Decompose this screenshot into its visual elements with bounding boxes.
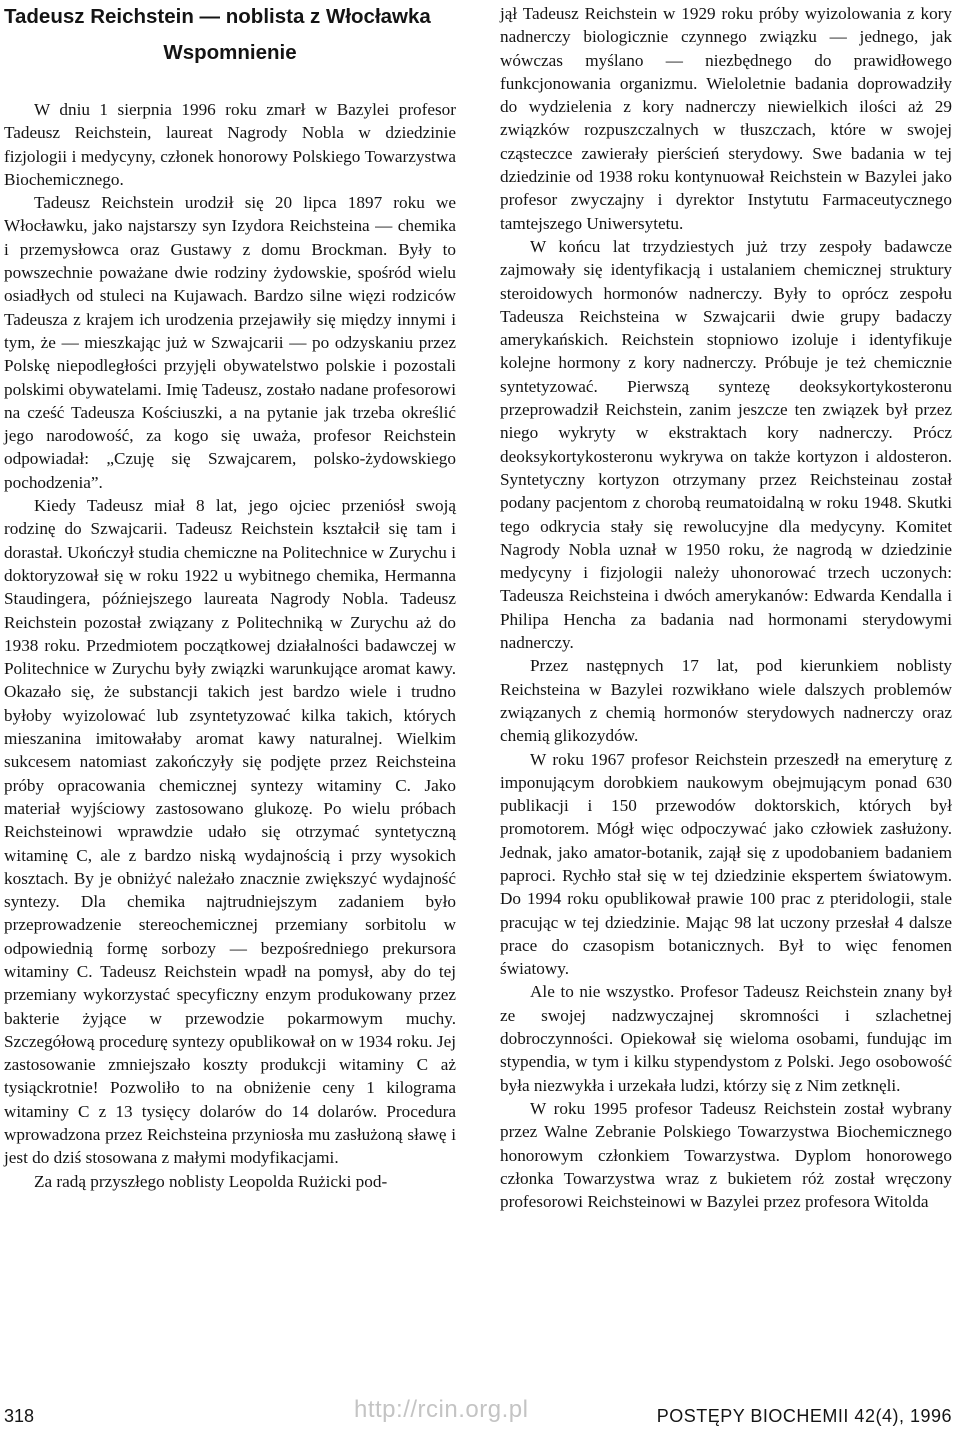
paragraph: W dniu 1 sierpnia 1996 roku zmarł w Bazylei profesor Tadeusz Reichstein, laureat Nagrody Nobla w dziedzinie fizjologii i medycyny, członek honorowy Polskiego Towarzystwa Biochemicznego. <box>4 100 456 189</box>
paragraph: W roku 1995 profesor Tadeusz Reichstein został wybrany przez Walne Zebranie Polskiego Towarzystwa Biochemicznego honorowym członkiem Towarzystwa. Dyplom honorowego członka Towarzystwa wraz z bukietem róż został wręczony profesorowi Reichsteinowi w Bazylei przez profesora Witolda <box>500 1098 952 1212</box>
page-number: 318 <box>4 1406 35 1426</box>
paragraph: Za radą przyszłego noblisty Leopolda Rużicki pod- <box>34 1171 388 1191</box>
paragraph-continuation: jął Tadeusz Reichstein w 1929 roku próby wyizolowania z kory nadnerczy biologicznie czynnego związku — jednego, jak wówczas myślano — niezbędnego do prawidłowego funkcjonowania organizmu. Wieloletnie badania doprowadziły do wydzielenia z kory nadnerczy niewielkich ilości aż 29 związków rozpuszczalnych w tłuszczach, które w swojej cząsteczce zawierały pierścień sterydowy. Swe badania w tej dziedzinie od 1938 roku kontynuował Reichstein w Bazylei jako profesor zwyczajny i dyrektor Instytutu Farmaceutycznego tamtejszego Uniwersytetu. <box>500 4 952 233</box>
watermark-url: http://rcin.org.pl <box>354 1396 529 1423</box>
paragraph: Przez następnych 17 lat, pod kierunkiem noblisty Reichsteina w Bazylei rozwikłano wiele dalszych problemów związanych z chemią hormonów sterydowych nadnerczy oraz chemią glikozydów. <box>500 656 952 746</box>
left-column <box>4 4 456 1193</box>
journal-citation: POSTĘPY BIOCHEMII 42(4), 1996 <box>656 1406 952 1426</box>
paragraph: Ale to nie wszystko. Profesor Tadeusz Reichstein znany był ze swojej nadzwyczajnej skromności i szlachetnej dobroczynności. Opiekował się wieloma osobami, fundując im stypendia, w tym i kilku stypendystom z Polski. Jego osobowość była niezwykła i urzekała ludzi, którzy się z Nim zetknęli. <box>500 982 952 1095</box>
paragraph: Tadeusz Reichstein urodził się 20 lipca 1897 roku we Włocławku, jako najstarszy syn Izydora Reichsteina — chemika i przemysłowca oraz Gustawy z domu Brockman. Były to powszechnie poważane dwie rodziny żydowskie, spośród wielu osiadłych od stuleci na Kujawach. Bardzo silne więzi rodziców Tadeusza z krajem ich urodzenia przejawiły się między innymi i tym, że — mieszkając już w Szwajcarii — po odzyskaniu przez Polskę niepodległości przyjęli obywatelstwo polskie i pozostali polskimi obywatelami. Imię Tadeusz, zostało nadane profesorowi na cześć Tadeusza Kościuszki, a na pytanie jak trzeba określić jego narodowość, za kogo się uważa, profesor Reichstein odpowiadał: „Czuję się Szwajcarem, polsko-żydowskiego pochodzenia”. <box>4 193 456 492</box>
paragraph: Kiedy Tadeusz miał 8 lat, jego ojciec przeniósł swoją rodzinę do Szwajcarii. Tadeusz Reichstein kształcił się tam i dorastał. Ukończył studia chemiczne na Politechnice w Zurychu i doktoryzował się w roku 1922 u wybitnego chemika, Hermanna Staudingera, późniejszego laureata Nagrody Nobla. Tadeusz Reichstein pozostał związany z Politechniką w Zurychu aż do 1938 roku. Przedmiotem początkowej działalności badawczej w Politechnice w Zurychu były związki warunkujące aromat kawy. Okazało się, że substancji takich jest bardzo wiele i trudno byłoby wyizolować lub zsyntetyzować kilka takich, których mieszanina imitowałaby aromat kawy naturalnej. Wielkim sukcesem natomiast zakończyły się podjęte przez Reichsteina próby opracowania chemicznej syntezy witaminy C. Jako materiał wyjściowy zastosowano glukozę. Po wielu próbach Reichsteinowi wprawdzie udało się otrzymać syntetyczną witaminę C, ale z bardzo niską wydajnością i przy wysokich kosztach. By je obniżyć należało znacznie zwiększyć wydajność syntezy. Dla chemika najtrudniejszym zadaniem było przeprowadzenie stereochemicznej przemiany sorbitolu w odpowiednią formę sorbozy — bezpośredniego prekursora witaminy C. Tadeusz Reichstein wpadł na pomysł, aby do tej przemiany wykorzystać specyficzny enzym produkowany przez bakterie żyjące w przewodzie pokarmowym muchy. Szczegółową procedurę syntezy opublikował on w 1934 roku. Jej zastosowanie zmniejszało koszty produkcji witaminy C aż tysiąckrotnie! Pozwoliło to na obniżenie ceny 1 kilograma witaminy C z 13 tysięcy dolarów do 14 dolarów. Procedura wprowadzona przez Reichsteina przyniosła mu zasłużoną sławę i jest do dziś stosowana z małymi modyfikacjami. <box>4 496 456 1168</box>
article-title: Tadeusz Reichstein — noblista z Włocławka <box>4 5 431 28</box>
right-column <box>500 2 952 1213</box>
page-footer <box>0 1396 960 1440</box>
article-subtitle: Wspomnienie <box>163 41 297 64</box>
paragraph: W końcu lat trzydziestych już trzy zespoły badawcze zajmowały się identyfikacją i ustalaniem chemicznej struktury steroidowych hormonów nadnerczy. Były to oprócz zespołu Tadeusza Reichsteina w Szwajcarii dwie grupy badaczy amerykańskich. Reichstein stopniowo izoluje i identyfikuje kolejne hormony z kory nadnerczy. Próbuje je też chemicznie syntetyzować. Pierwszą syntezę deoksykortykosteronu przeprowadził Reichstein, zanim jeszcze ten związek był przez niego wykryty w ekstraktach kory nadnerczy. Prócz deoksykortykosteronu wykrywa on także kortyzon i aldosteron. Syntetyczny kortyzon otrzymany przez Reichsteinau został podany pacjentom z chorobą reumatoidalną w roku 1948. Skutki tego odkrycia stały się rewolucyjne dla medycyny. Komitet Nagrody Nobla uznał w 1950 roku, że nagrodą w dziedzinie medycyny i fizjologii należy uhonorować trzech uczonych: Tadeusza Reichsteina i dwóch amerykanów: Edwarda Kendalla i Philipa Hencha za badania nad hormonami sterydowymi nadnerczy. <box>500 236 952 653</box>
paragraph: W roku 1967 profesor Reichstein przeszedł na emeryturę z imponującym dorobkiem naukowym obejmującym ponad 630 publikacji i 150 przewodów doktorskich, których był promotorem. Mógł więc odpoczywać jako człowiek zasłużony. Jednak, jako amator-botanik, zajął się z upodobaniem badaniem paproci. Rychło stał się w tej dziedzinie ekspertem światowym. Do 1994 roku opublikował prawie 100 prac z pteridologii, stale pracując w tej dziedzinie. Mając 98 lat uczony przesłał 4 dalsze prace do czasopism botanicznych. Był to więc fenomen światowy. <box>500 749 952 979</box>
